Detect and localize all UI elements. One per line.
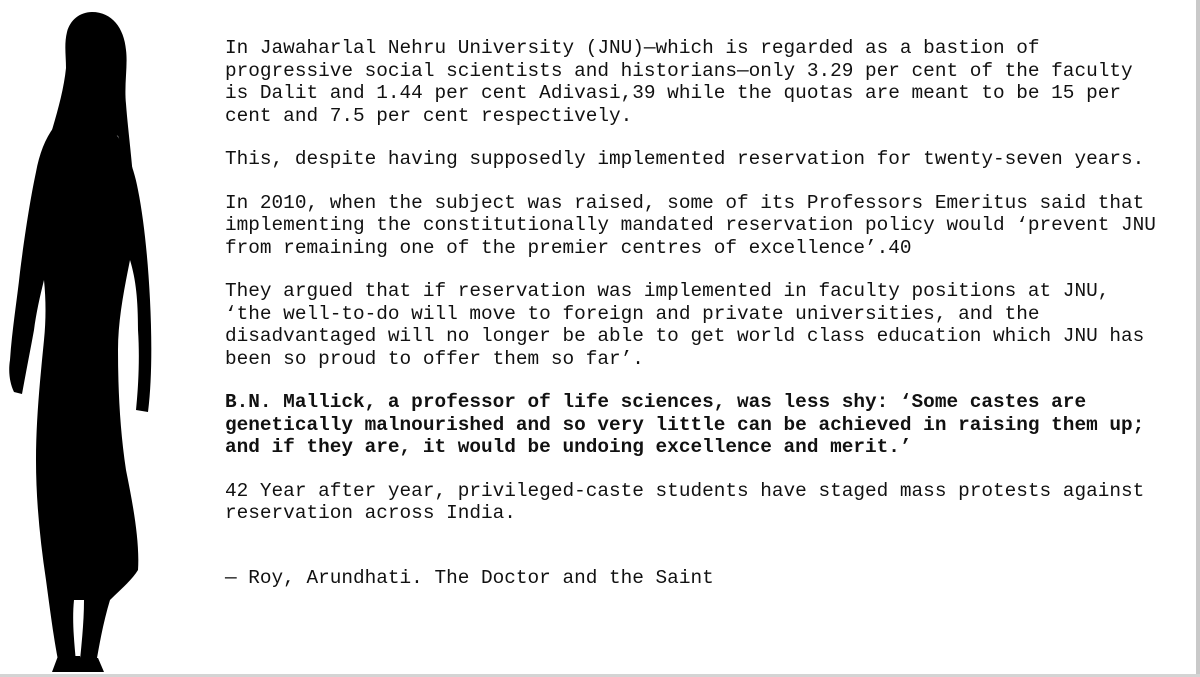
paragraph-jnu-faculty: In Jawaharlal Nehru University (JNU)—which is regarded as a bastion of progressive social scientists and historians—only 3.29 per cent of the faculty is Dalit and 1.44 per cent Adivasi,39 while the quotas are meant to be 15 per cent and 7.5 per cent respectively. [225, 37, 1133, 127]
paragraph-reservation-years: This, despite having supposedly implemented reservation for twenty-seven years. [225, 148, 1145, 170]
page-edge-right [1196, 0, 1200, 677]
paragraph-protests: 42 Year after year, privileged-caste students have staged mass protests against reservation across India. [225, 479, 1145, 524]
quote-text-block [225, 37, 1185, 610]
citation: — Roy, Arundhati. The Doctor and the Saint [225, 566, 714, 589]
paragraph-mallick-quote: B.N. Mallick, a professor of life sciences, was less shy: ‘Some castes are genetically malnourished and so very little can be achieved in raising them up; and if they are, it would be undoing excellence and merit.’ [225, 391, 1145, 458]
paragraph-argument: They argued that if reservation was implemented in faculty positions at JNU, ‘the well-to-do will move to foreign and private universities, and the disadvantaged will no longer be able to get world class education which JNU has been so proud to offer them so far’. [225, 280, 1145, 370]
woman-silhouette-image [0, 0, 200, 677]
paragraph-professors-emeritus: In 2010, when the subject was raised, some of its Professors Emeritus said that implementing the constitutionally mandated reservation policy would ‘prevent JNU from remaining one of the premier centres of excellence’.40 [225, 191, 1156, 259]
